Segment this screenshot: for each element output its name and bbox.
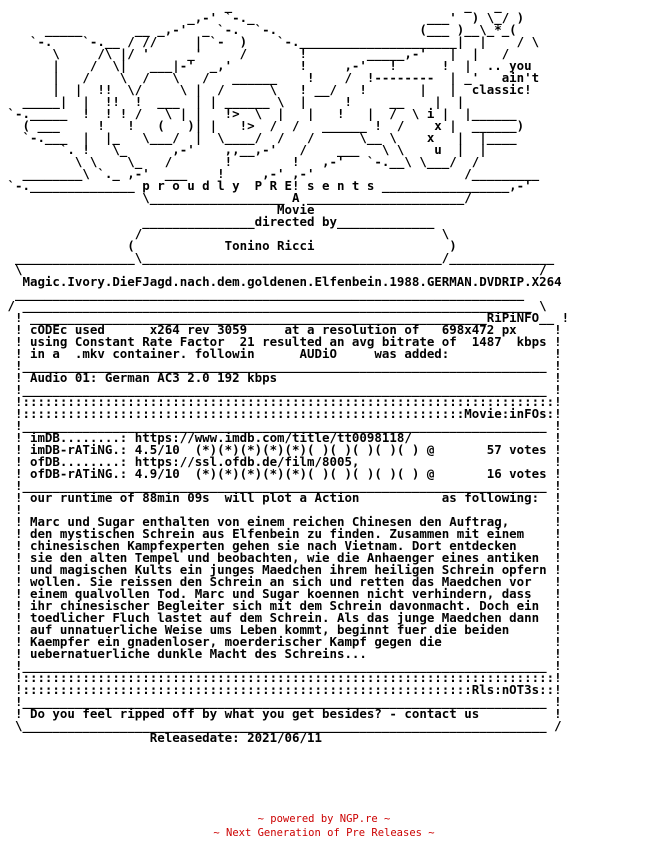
nfo-line: Releasedate: 2021/06/11 [0, 730, 322, 745]
nfo-line: _____| | !! ! ___ | | ______ \ | ! __ | | [0, 94, 465, 109]
nfo-line: Magic.Ivory.DieFJagd.nach.dem.goldenen.Elfenbein.1988.GERMAN.DVDRIP.X264 [0, 274, 562, 289]
nfo-line: ! chinesischen Kampfexperten gehen sie nach Vietnam. Dort entdecken ! [0, 538, 562, 553]
nfo-line: _____ __ _,-' _ `-. `-. (___ )__\_*_( [0, 22, 517, 37]
nfo-line: `. ! \_ ,-' ,,__,-' / ___ \ \ u | | [0, 142, 487, 157]
nfo-line: ( Tonino Ricci ) [0, 238, 457, 253]
nfo-line: !______________________________________________________________________ ! [0, 478, 562, 493]
nfo-line: !______________________________________________________________________ ! [0, 694, 562, 709]
nfo-line: ! _____________________________________________________________RiPiNFO__ ! [0, 310, 570, 325]
nfo-line: `-. `-.__ / // | `- ) `-._____________________| | / \ [0, 34, 540, 49]
nfo-line: ! ! [0, 502, 562, 517]
nfo-line: `-._____ ! ! ! / \ | | !> \ | | ! | / \ i | |______ [0, 106, 517, 121]
nfo-line: _______________directed by_____________ [0, 214, 435, 229]
nfo-line: !______________________________________________________________________ ! [0, 658, 562, 673]
nfo-line: ! wollen. Sie reissen den Schrein an sich und retten das Maedchen vor ! [0, 574, 562, 589]
nfo-line: ! sie den alten Tempel und beobachten, wie die Anhaenger eines antiken ! [0, 550, 562, 565]
nfo-line: !:::::::::::::::::::::::::::::::::::::::::::::::::::::::::::Movie:inFOs:! [0, 406, 562, 421]
nfo-line: ! in a .mkv container. followin AUDiO was added: ! [0, 346, 562, 361]
nfo-line: \______________________________________________________________________ / [0, 718, 562, 733]
nfo-line: ! ofDB........: https://ssl.ofdb.de/film/8005, ! [0, 454, 562, 469]
nfo-line: \__________________ A _____________________/ [0, 190, 472, 205]
nfo-line: ! und magischen Kults ein junges Maedchen ihrem heiligen Schrein opfern ! [0, 562, 562, 577]
nfo-line: / \ [0, 226, 450, 241]
nfo-line: ! auf unnatuerliche Weise ums Leben kommt, beginnt fuer die beiden ! [0, 622, 562, 637]
nfo-line: ! ofDB-rATiNG.: 4.9/10 (*)(*)(*)(*)(*)( )( )( )( )( ) @ 16 votes ! [0, 466, 562, 481]
footer-powered-by: ~ powered by NGP.re ~ [257, 813, 391, 825]
nfo-line: ! using Constant Rate Factor 21 resulted an avg bitrate of 1487 kbps ! [0, 334, 562, 349]
nfo-line: !______________________________________________________________________ ! [0, 382, 562, 397]
nfo-line: _ _ _ [0, 0, 510, 13]
nfo-line: ! our runtime of 88min 09s will plot a Action as following: ! [0, 490, 562, 505]
nfo-line: ____________________________________________________________________ [0, 286, 525, 301]
nfo-line: ! toedlicher Fluch lastet auf dem Schrein. Als das junge Maedchen dann ! [0, 610, 562, 625]
nfo-line: | | !! \/ \ | / \ ! __/ ! | | classic! [0, 82, 532, 97]
nfo-line: `-.______________ p r o u d l y P R E! s e n t s _________________,-' [0, 178, 532, 193]
nfo-line: \ \ \_ / ! ! ,-' `-.__\ \___/ / [0, 154, 480, 169]
nfo-line: !______________________________________________________________________ ! [0, 418, 562, 433]
nfo-line: ! cODEc used x264 rev 3059 at a resolution of 698x472 px ! [0, 322, 562, 337]
nfo-line: ! imDB........: https://www.imdb.com/title/tt0098118/ ! [0, 430, 562, 445]
nfo-line: ! Audio 01: German AC3 2.0 192 kbps ! [0, 370, 562, 385]
footer-tagline: ~ Next Generation of Pre Releases ~ [213, 827, 435, 839]
nfo-line: _,-' `-._ ___' ) \_/ ) [0, 10, 525, 25]
nfo-line: `-.___ | |_ \___/ | \____/ / / \__ \ x | |____ [0, 130, 517, 145]
nfo-line: !::::::::::::::::::::::::::::::::::::::::::::::::::::::::::::Rls:nOT3s::! [0, 682, 562, 697]
nfo-line: \ /\ |/ ' _' / ! _____,-' | | / [0, 46, 510, 61]
nfo-line: ________________\________________________________________/______________ [0, 250, 555, 265]
nfo-line: | / \| ___|-' _,' ! ,-' ! ! | .. you [0, 58, 532, 73]
nfo-line: ! Kaempfer ein gnadenloser, moerderischer Kampf gegen die ! [0, 634, 562, 649]
nfo-line: !:::::::::::::::::::::::::::::::::::::::::::::::::::::::::::::::::::::::! [0, 670, 562, 685]
nfo-line: ! den mystischen Schrein aus Elfenbein zu finden. Zusammen mit einem ! [0, 526, 562, 541]
nfo-line: ! ihr chinesischer Begleiter sich mit dem Schrein davonmacht. Doch ein ! [0, 598, 562, 613]
nfo-line: ! imDB-rATiNG.: 4.5/10 (*)(*)(*)(*)(*)( )( )( )( )( ) @ 57 votes ! [0, 442, 562, 457]
nfo-line: !:::::::::::::::::::::::::::::::::::::::::::::::::::::::::::::::::::::::! [0, 394, 562, 409]
nfo-line: / ____________________________________________________________________ \ [0, 298, 547, 313]
nfo-line: ________\ `._ ,-' ___ ! ,-' ,-' /_________ [0, 166, 540, 181]
nfo-line: !______________________________________________________________________ ! [0, 358, 562, 373]
nfo-line: ! uebernatuerliche dunkle Macht des Schreins... ! [0, 646, 562, 661]
nfo-line: \ / [0, 262, 547, 277]
nfo-line: | / \ / \ / ______ ! / !-------- | _' ain't [0, 70, 540, 85]
nfo-line: ( ___ ! ! ( )| | !> / / ______ ! / x | ______) [0, 118, 525, 133]
nfo-line: ! Marc und Sugar enthalten von einem reichen Chinesen den Auftrag, ! [0, 514, 562, 529]
nfo-line: ! einem qualvollen Tod. Marc und Sugar koennen nicht verhindern, dass ! [0, 586, 562, 601]
nfo-line: Movie [0, 202, 315, 217]
nfo-line: ! Do you feel ripped off by what you get besides? - contact us ! [0, 706, 562, 721]
